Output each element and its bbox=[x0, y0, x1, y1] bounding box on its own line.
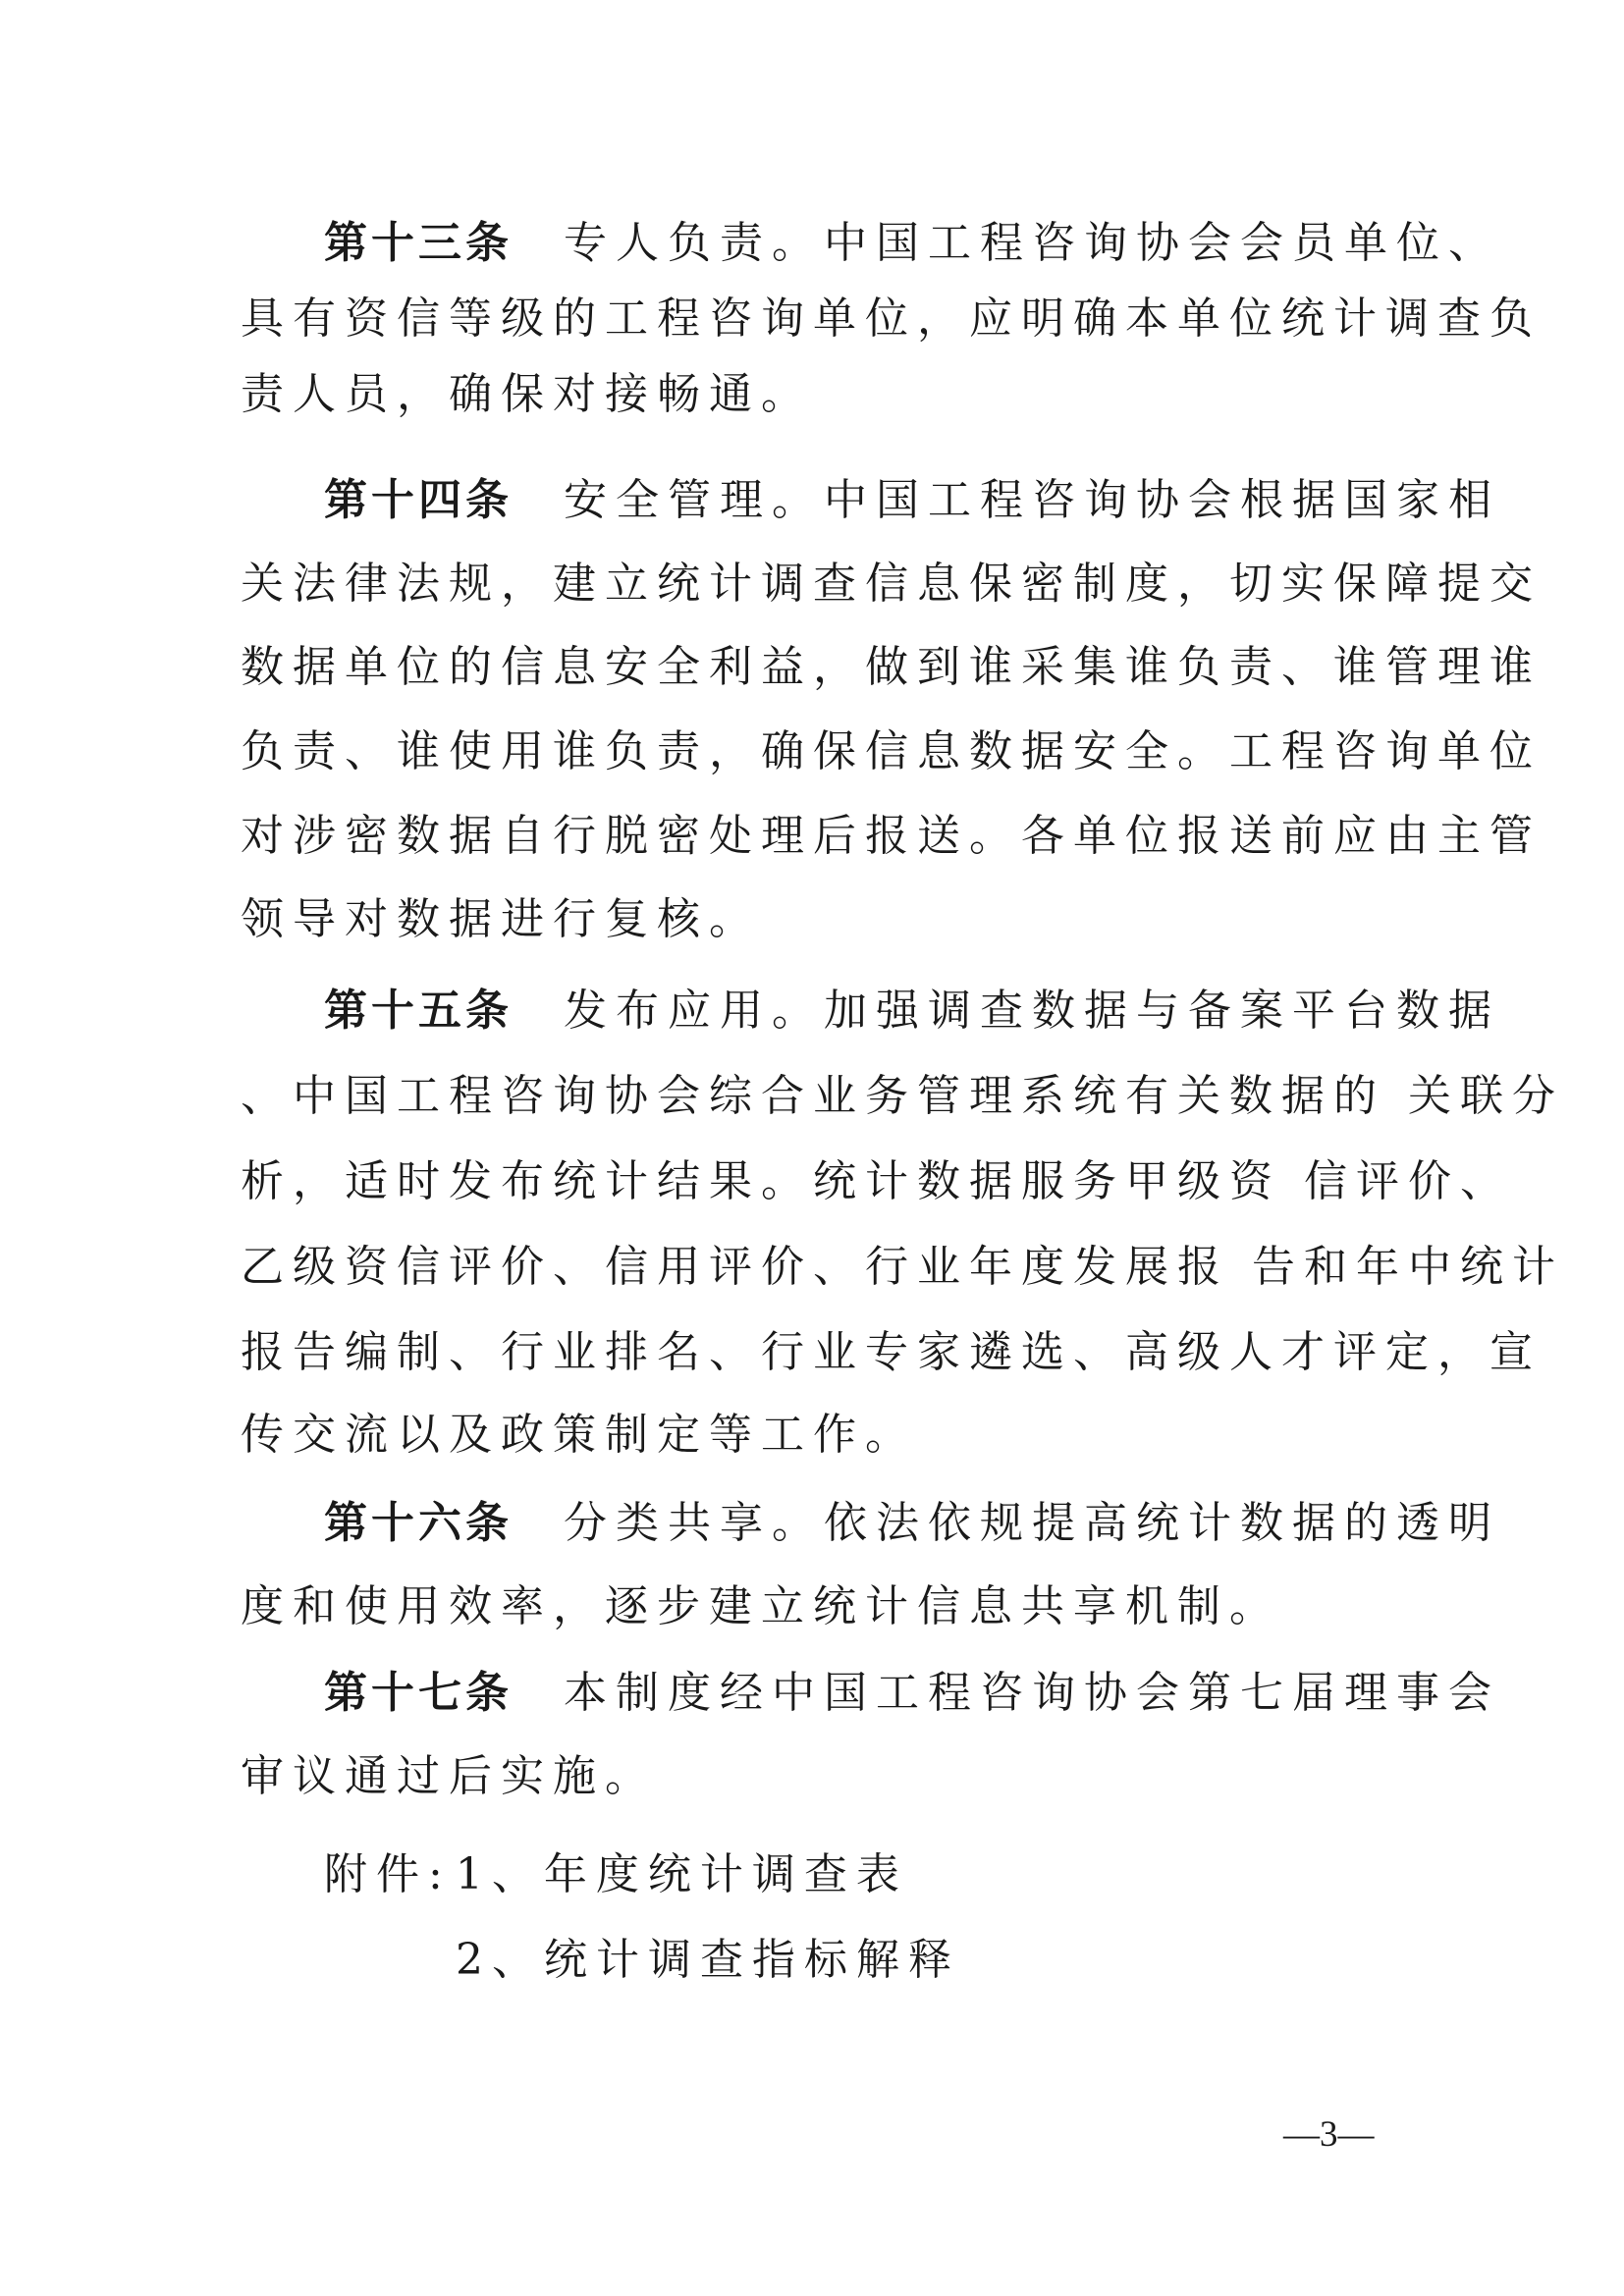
article-14-line-3: 数据单位的信息安全利益，做到谁采集谁负责、谁管理谁 bbox=[241, 642, 1542, 692]
article-15-text: 发布应用。加强调查数据与备案平台数据 bbox=[564, 986, 1500, 1036]
article-13-number: 第十三条 bbox=[324, 218, 513, 268]
article-13-line-2: 具有资信等级的工程咨询单位，应明确本单位统计调查负 bbox=[241, 294, 1542, 344]
article-17-line-1 bbox=[324, 1654, 1500, 1733]
article-14-line-5: 对涉密数据自行脱密处理后报送。各单位报送前应由主管 bbox=[241, 811, 1542, 861]
article-14-line-1 bbox=[324, 461, 1500, 540]
article-14-number: 第十四条 bbox=[324, 475, 513, 525]
article-16-number: 第十六条 bbox=[324, 1498, 513, 1548]
attachments-line-1 bbox=[324, 1836, 1463, 1914]
article-15-line-6: 传交流以及政策制定等工作。 bbox=[241, 1410, 917, 1460]
article-16-line-1 bbox=[324, 1484, 1500, 1563]
attachment-item-2: 2、统计调查指标解释 bbox=[456, 1935, 960, 1985]
article-16-line-2: 度和使用效率，逐步建立统计信息共享机制。 bbox=[241, 1581, 1281, 1631]
attachments-label: 附件: bbox=[324, 1849, 452, 1899]
article-14-line-6: 领导对数据进行复核。 bbox=[241, 894, 761, 944]
article-15-line-1 bbox=[324, 972, 1500, 1050]
attachment-item-1: 1、年度统计调查表 bbox=[455, 1849, 908, 1899]
article-15-line-3: 析，适时发布统计结果。统计数据服务甲级资 信评价、 bbox=[241, 1156, 1512, 1206]
article-14-line-4: 负责、谁使用谁负责，确保信息数据安全。工程咨询单位 bbox=[241, 726, 1542, 776]
article-13-line-3: 责人员，确保对接畅通。 bbox=[241, 369, 813, 419]
page-number: —3— bbox=[1283, 2114, 1375, 2155]
article-15-line-2: 、中国工程咨询协会综合业务管理系统有关数据的 关联分 bbox=[241, 1071, 1564, 1121]
article-13-line-1 bbox=[324, 204, 1500, 283]
article-13-text: 专人负责。中国工程咨询协会会员单位、 bbox=[564, 218, 1500, 268]
article-14-line-2: 关法律法规，建立统计调查信息保密制度，切实保障提交 bbox=[241, 559, 1542, 609]
article-14-text: 安全管理。中国工程咨询协会根据国家相 bbox=[564, 475, 1500, 525]
article-16-text: 分类共享。依法依规提高统计数据的透明 bbox=[564, 1498, 1500, 1548]
article-17-line-2: 审议通过后实施。 bbox=[241, 1751, 657, 1801]
article-17-number: 第十七条 bbox=[324, 1668, 513, 1718]
article-17-text: 本制度经中国工程咨询协会第七届理事会 bbox=[564, 1668, 1500, 1718]
article-15-line-4: 乙级资信评价、信用评价、行业年度发展报 告和年中统计 bbox=[241, 1242, 1564, 1292]
article-15-line-5: 报告编制、行业排名、行业专家遴选、高级人才评定，宣 bbox=[241, 1327, 1542, 1377]
article-15-number: 第十五条 bbox=[324, 986, 513, 1036]
